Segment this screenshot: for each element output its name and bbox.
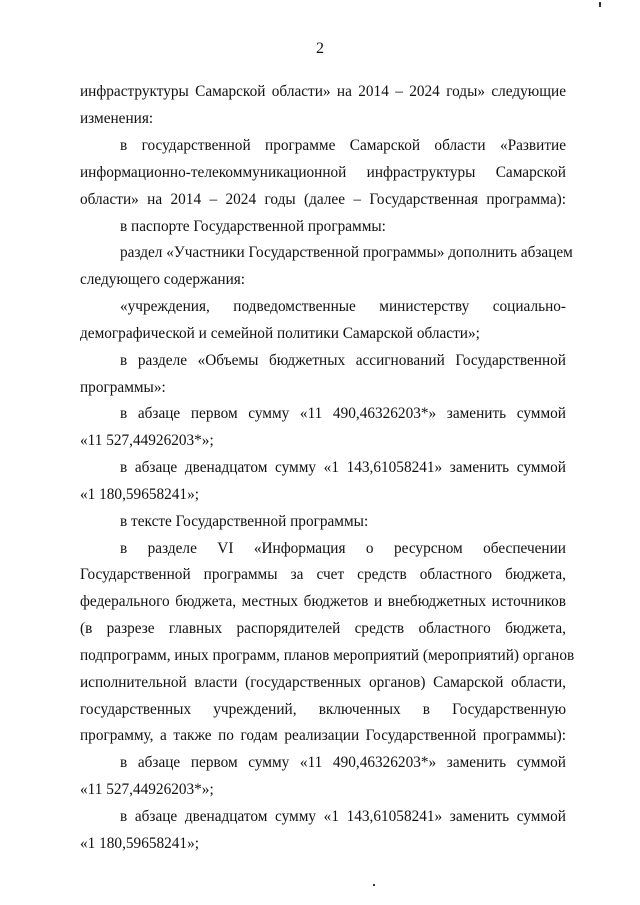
text-line: Государственной программы за счет средств областного бюджета, (80, 566, 566, 583)
text-line: «учреждения, подведомственные министерству социально- (120, 298, 566, 315)
text-line: государственных учреждений, включенных в Государственную (80, 701, 566, 718)
scan-mark-bottom (373, 884, 375, 886)
text-line: в абзаце первом сумму «11 490,46326203*» заменить суммой (120, 405, 566, 422)
text-line: «11 527,44926203*»; (80, 432, 214, 449)
text-line: в тексте Государственной программы: (120, 513, 369, 530)
text-line: в разделе «Объемы бюджетных ассигнований Государственной (120, 352, 566, 369)
text-line: в государственной программе Самарской области «Развитие (120, 137, 566, 154)
text-line: (в разрезе главных распорядителей средств областного бюджета, (80, 620, 566, 637)
text-line: исполнительной власти (государственных органов) Самарской области, (80, 674, 566, 691)
text-line: подпрограмм, иных программ, планов мероприятий (мероприятий) органов (80, 647, 575, 664)
scan-mark-top (599, 2, 601, 7)
text-line: «1 180,59658241»; (80, 486, 199, 503)
text-line: в абзаце двенадцатом сумму «1 143,61058241» заменить суммой (120, 808, 566, 825)
text-line: изменения: (80, 110, 154, 127)
text-line: в разделе VI «Информация о ресурсном обеспечении (120, 540, 566, 557)
text-line: в абзаце первом сумму «11 490,46326203*» заменить суммой (120, 754, 566, 771)
text-line: программы»: (80, 379, 166, 396)
text-line: области» на 2014 – 2024 годы (далее – Государственная программа): (80, 191, 566, 208)
text-line: раздел «Участники Государственной программы» дополнить абзацем (120, 244, 573, 261)
text-line: «11 527,44926203*»; (80, 781, 214, 798)
text-line: инфраструктуры Самарской области» на 2014 – 2024 годы» следующие (80, 83, 566, 100)
text-line: в паспорте Государственной программы: (120, 218, 386, 235)
text-line: в абзаце двенадцатом сумму «1 143,61058241» заменить суммой (120, 459, 566, 476)
text-line: информационно-телекоммуникационной инфраструктуры Самарской (80, 164, 566, 181)
text-line: программу, а также по годам реализации Государственной программы): (80, 727, 566, 744)
text-line: «1 180,59658241»; (80, 835, 199, 852)
text-line: демографической и семейной политики Самарской области»; (80, 325, 480, 342)
page-number: 2 (316, 40, 324, 57)
text-line: следующего содержания: (80, 271, 246, 288)
text-line: федерального бюджета, местных бюджетов и внебюджетных источников (80, 593, 566, 610)
